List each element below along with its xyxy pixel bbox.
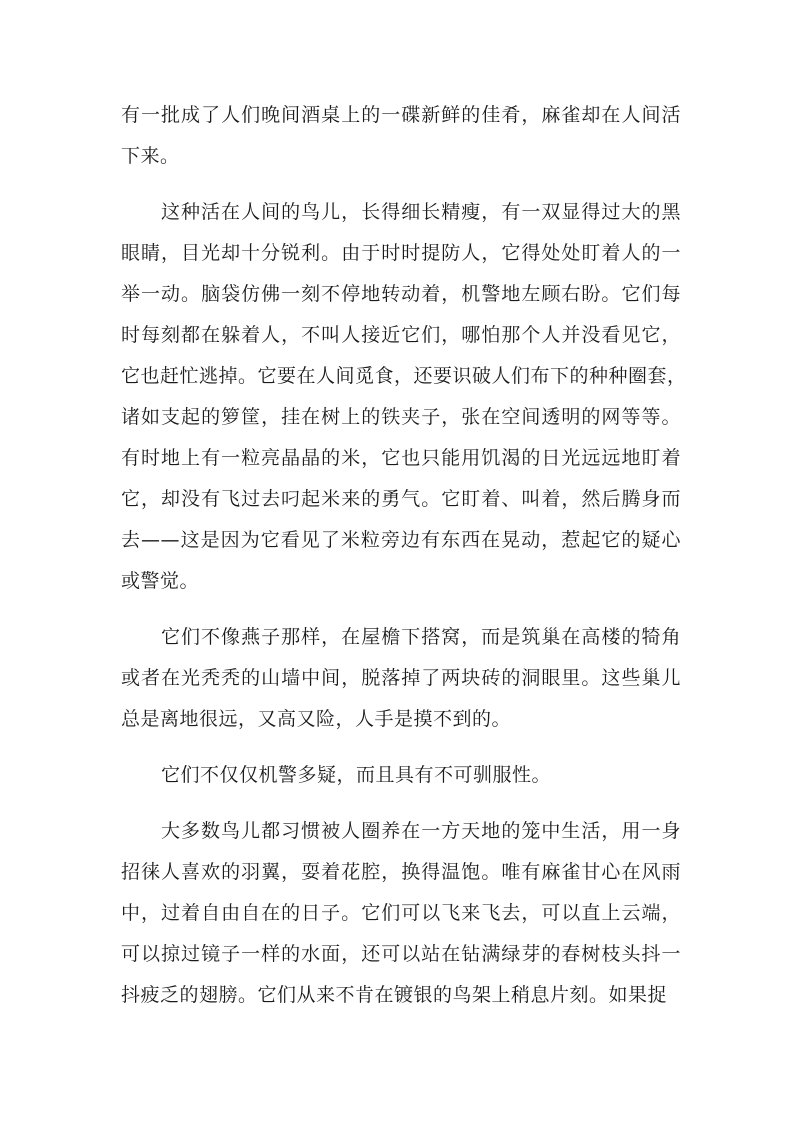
text-line: 它们不像燕子那样，在屋檐下搭窝，而是筑巢在高楼的犄角 (161, 626, 681, 648)
text-line: 或警觉。 (121, 570, 200, 592)
text-line: 或者在光秃秃的山墙中间，脱落掉了两块砖的洞眼里。这些巢儿 (121, 667, 681, 689)
paragraph (121, 95, 681, 177)
text-line: 眼睛，目光却十分锐利。由于时时提防人，它得处处盯着人的一 (121, 242, 681, 264)
text-line: 总是离地很远，又高又险，人手是摸不到的。 (121, 708, 512, 730)
text-line: 诸如支起的箩筐，挂在树上的铁夹子，张在空间透明的网等等。 (121, 406, 681, 428)
text-line: 时每刻都在躲着人，不叫人接近它们，哪怕那个人并没看见它， (121, 324, 681, 346)
text-line: 招徕人喜欢的羽翼，耍着花腔，换得温饱。唯有麻雀甘心在风雨 (121, 861, 681, 883)
text-line: 中，过着自由自在的日子。它们可以飞来飞去，可以直上云端， (121, 902, 681, 924)
text-line: 它，却没有飞过去叼起米来的勇气。它盯着、叫着，然后腾身而 (121, 488, 681, 510)
paragraph (121, 192, 687, 602)
text-line: 举一动。脑袋仿佛一刻不停地转动着，机警地左顾右盼。它们每 (121, 283, 681, 305)
text-line: 去——这是因为它看见了米粒旁边有东西在晃动，惹起它的疑心 (121, 529, 681, 551)
paragraph (121, 811, 681, 1016)
text-line: 下来。 (121, 145, 180, 167)
text-line: 可以掠过镜子一样的水面，还可以站在钻满绿芽的春树枝头抖一 (121, 943, 681, 965)
text-line: 它也赶忙逃掉。它要在人间觅食，还要识破人们布下的种种圈套， (121, 365, 687, 387)
text-line: 大多数鸟儿都习惯被人圈养在一方天地的笼中生活，用一身 (161, 820, 681, 842)
text-line: 这种活在人间的鸟儿，长得细长精瘦，有一双显得过大的黑 (161, 201, 681, 223)
text-line: 它们不仅仅机警多疑，而且具有不可驯服性。 (161, 764, 552, 786)
paragraph (121, 755, 681, 796)
text-line: 有时地上有一粒亮晶晶的米，它也只能用饥渴的日光远远地盯着 (121, 447, 681, 469)
text-line: 抖疲乏的翅膀。它们从来不肯在镀银的鸟架上稍息片刻。如果捉 (121, 984, 668, 1006)
text-line: 有一批成了人们晚间酒桌上的一碟新鲜的佳肴，麻雀却在人间活 (121, 104, 681, 126)
body-text (121, 95, 687, 1031)
paragraph (121, 617, 681, 740)
